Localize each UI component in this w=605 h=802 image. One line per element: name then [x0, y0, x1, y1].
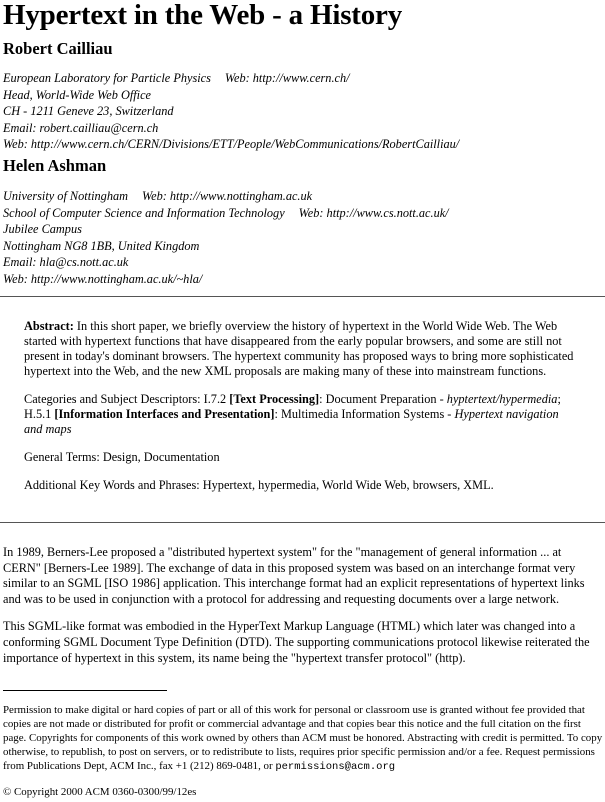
body-paragraph: In 1989, Berners-Lee proposed a "distributed hypertext system" for the "management of general information ... at CERN" [Berners-Lee 1989]. The exchange of data in this proposed system was based on an interchange format very similar to an SGML [ISO 1986] application. This interchange format had an explicit representations of hypertext links and was to be used in conjunction with a protocol for addressing and requesting documents over a large network. — [3, 545, 585, 606]
categories-paragraph: Categories and Subject Descriptors: I.7.2 [Text Processing]: Document Preparation - hyptertext/hypermedia; H.5.1 [Information Interfaces and Presentation]: Multimedia Information Systems - Hypertext navigation and maps — [24, 392, 561, 436]
keywords: Additional Key Words and Phrases: Hypertext, hypermedia, World Wide Web, browsers, XML. — [24, 478, 494, 492]
body-paragraph: This SGML-like format was embodied in the HyperText Markup Language (HTML) which later was changed into a conforming SGML Document Type Definition (DTD). The supporting communications protocol likewise reiterated the importance of hypertext in this system, its name being the "hypertext transfer protocol" (http). — [3, 619, 590, 665]
affiliation-email: Email: robert.cailliau@cern.ch — [3, 120, 159, 135]
author-affiliation-2 — [3, 188, 603, 288]
affiliation-web: Web: http://www.cern.ch/CERN/Divisions/ETT/People/WebCommunications/RobertCailliau/ — [3, 137, 460, 152]
general-terms: General Terms: Design, Documentation — [24, 450, 220, 464]
abstract-paragraph — [24, 319, 580, 379]
affiliation-org: European Laboratory for Particle Physics — [3, 71, 211, 85]
abstract-block — [24, 319, 580, 506]
abstract-label: Abstract: — [24, 319, 74, 333]
affiliation-web: Web: http://www.nottingham.ac.uk/~hla/ — [3, 271, 203, 286]
affiliation-line — [3, 205, 603, 222]
affiliation-email: Email: hla@cs.nott.ac.uk — [3, 255, 129, 270]
permission-text: Permission to make digital or hard copies of part or all of this work for personal or classroom use is granted without fee provided that copies are not made or distributed for profit or commercial advantage and that copies bear this notice and the full citation on the first page. Copyrights for components of this work owned by others than ACM must be honored. Abstracting with credit is permitted. To copy otherwise, to republish, to post on servers, or to redistribute to lists, requires prior specific permission and/or a fee. Request permissions from Publications Dept, ACM Inc., fax +1 (212) 869-0481, or — [3, 704, 603, 772]
footnote-divider — [3, 690, 167, 691]
affiliation-line: Head, World-Wide Web Office — [3, 87, 151, 102]
copyright-notice: © Copyright 2000 ACM 0360-0300/99/12es — [3, 786, 197, 798]
affiliation-line: Nottingham NG8 1BB, United Kingdom — [3, 238, 200, 253]
affiliation-web: Web: http://www.nottingham.ac.uk — [142, 189, 313, 203]
affiliation-line — [3, 70, 603, 87]
affiliation-line: Jubilee Campus — [3, 222, 82, 237]
affiliation-school: School of Computer Science and Information Technology — [3, 205, 285, 220]
abstract-divider — [0, 522, 605, 523]
permission-notice — [3, 704, 603, 775]
affiliation-line — [3, 188, 603, 205]
permission-email: permissions@acm.org — [275, 760, 396, 773]
author-name-2: Helen Ashman — [3, 156, 107, 175]
author-name-1: Robert Cailliau — [3, 39, 113, 58]
header-divider — [0, 296, 605, 297]
paper-title: Hypertext in the Web - a History — [3, 0, 403, 31]
affiliation-org: University of Nottingham — [3, 189, 129, 203]
abstract-text: In this short paper, we briefly overview the history of hypertext in the World Wide Web. The Web started with hypertext functions that have disappeared from the early popular browsers, and some are still not present in today's dominant browsers. The hypertext community has proposed ways to bring more sophisticated hypertext into the Web, and the new XML proposals are making many of these into mainstream functions. — [24, 319, 574, 378]
affiliation-line: CH - 1211 Geneve 23, Switzerland — [3, 104, 174, 119]
affiliation-web: Web: http://www.cs.nott.ac.uk/ — [298, 205, 449, 220]
body-text — [3, 545, 601, 678]
author-affiliation-1 — [3, 70, 603, 153]
affiliation-web: Web: http://www.cern.ch/ — [224, 71, 350, 85]
